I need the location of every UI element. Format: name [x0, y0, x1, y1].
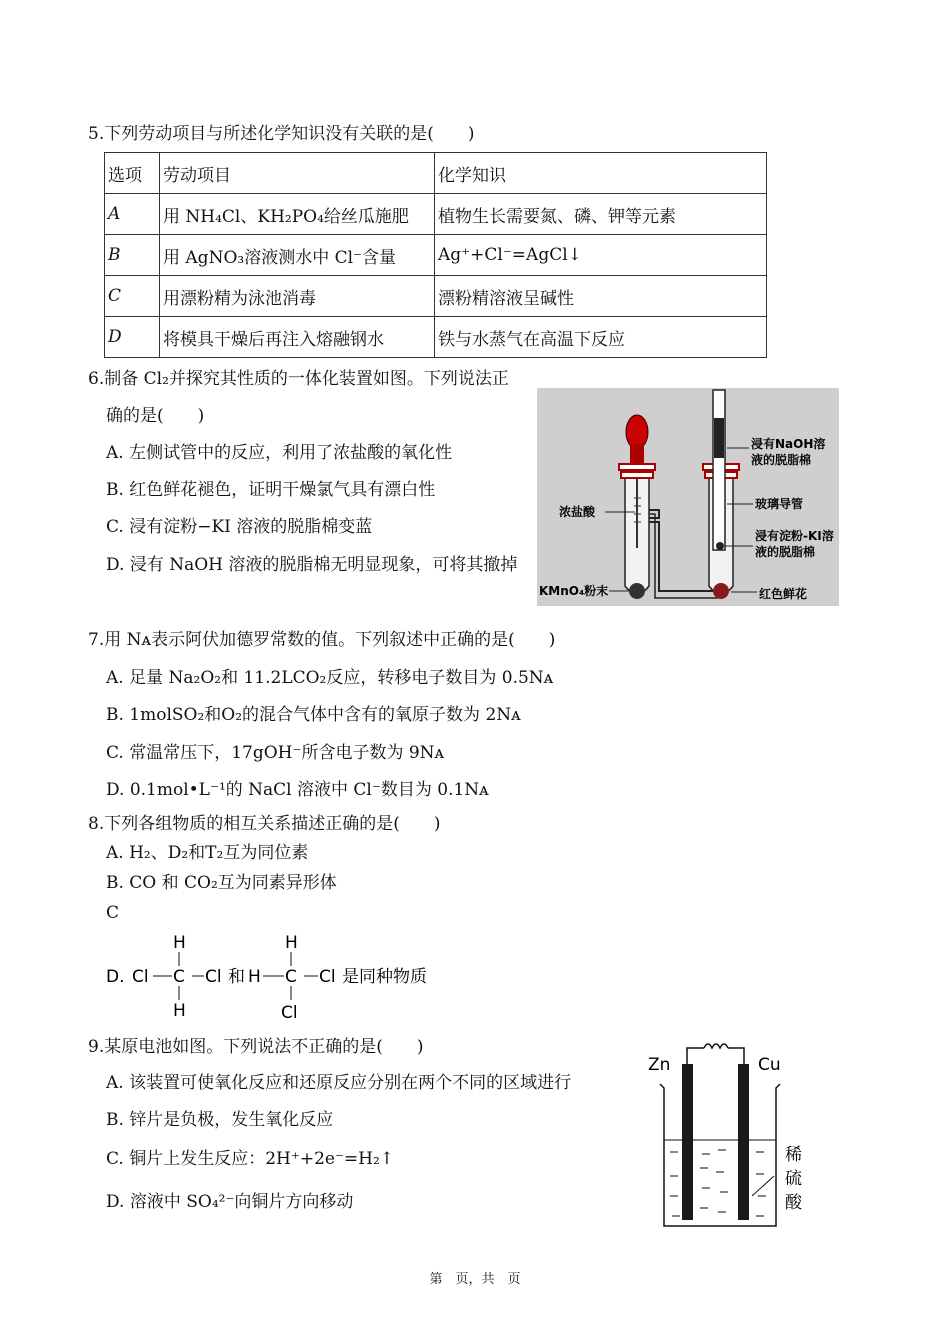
q9-option-a: A. 该装置可使氧化反应和还原反应分别在两个不同的区域进行 [106, 1073, 572, 1093]
table-header: 化学知识 [435, 153, 767, 194]
q7-option-d: D. 0.1mol•L⁻¹的 NaCl 溶液中 Cl⁻数目为 0.1Nᴀ [106, 780, 489, 800]
q8-option-d-label: D. [106, 967, 125, 987]
atom: Cl [281, 1003, 298, 1023]
q6-option-b: B. 红色鲜花褪色，证明干燥氯气具有漂白性 [106, 480, 436, 500]
cell-figure [640, 1036, 820, 1236]
label-acid-1: 稀 [785, 1145, 802, 1165]
table-cell: 铁与水蒸气在高温下反应 [435, 317, 767, 358]
table-row [105, 235, 767, 276]
table-cell: 用 AgNO₃溶液测水中 Cl⁻含量 [160, 235, 435, 276]
table-cell: C [105, 276, 160, 317]
table-cell: A [105, 194, 160, 235]
q7-stem: 7.用 Nᴀ表示阿伏加德罗常数的值。下列叙述中正确的是( ) [88, 630, 556, 650]
q8-stem: 8.下列各组物质的相互关系描述正确的是( ) [88, 814, 441, 834]
table-header: 劳动项目 [160, 153, 435, 194]
q5-table [104, 152, 767, 358]
label-naoh-1: 浸有NaOH溶 [751, 437, 826, 451]
table-row [105, 317, 767, 358]
q8-option-a: A. H₂、D₂和T₂互为同位素 [106, 843, 309, 863]
q6-stem-cont: 确的是( ) [106, 406, 205, 426]
table-cell: 植物生长需要氮、磷、钾等元素 [435, 194, 767, 235]
table-header: 选项 [105, 153, 160, 194]
page-footer: 第 页，共 页 [429, 1272, 521, 1287]
atom: H [285, 933, 298, 953]
table-cell: 用 NH₄Cl、KH₂PO₄给丝瓜施肥 [160, 194, 435, 235]
q7-option-b: B. 1molSO₂和O₂的混合气体中含有的氧原子数为 2Nᴀ [106, 705, 521, 725]
table-header-row [105, 153, 767, 194]
q6-option-a: A. 左侧试管中的反应，利用了浓盐酸的氧化性 [106, 443, 453, 463]
q7-option-a: A. 足量 Na₂O₂和 11.2LCO₂反应，转移电子数目为 0.5Nᴀ [106, 668, 554, 688]
table-cell: 漂粉精溶液呈碱性 [435, 276, 767, 317]
table-row [105, 276, 767, 317]
label-ki-1: 浸有淀粉-KI溶 [755, 529, 834, 543]
label-acid-3: 酸 [785, 1193, 802, 1213]
q6-option-d: D. 浸有 NaOH 溶液的脱脂棉无明显现象，可将其撤掉 [106, 555, 518, 575]
atom: C [173, 967, 185, 987]
q8-option-d-structures [100, 930, 460, 1024]
table-cell: 将模具干燥后再注入熔融钢水 [160, 317, 435, 358]
label-ki-2: 液的脱脂棉 [755, 545, 816, 559]
q8-option-b: B. CO 和 CO₂互为同素异形体 [106, 873, 337, 893]
label-tube: 玻璃导管 [755, 497, 804, 511]
q8-and: 和 [228, 967, 245, 987]
label-flower: 红色鲜花 [759, 587, 808, 601]
label-zn: Zn [648, 1055, 671, 1075]
table-cell: B [105, 235, 160, 276]
q9-stem: 9.某原电池如图。下列说法不正确的是( ) [88, 1037, 424, 1057]
label-acid-2: 硫 [785, 1169, 802, 1189]
table-cell: D [105, 317, 160, 358]
atom: Cl [132, 967, 149, 987]
atom: H [173, 1001, 186, 1021]
label-hcl: 浓盐酸 [559, 505, 596, 519]
label-naoh-2: 液的脱脂棉 [751, 453, 812, 467]
atom: H [173, 933, 186, 953]
q9-option-d: D. 溶液中 SO₄²⁻向铜片方向移动 [106, 1192, 354, 1212]
atom: Cl [205, 967, 222, 987]
table-cell: 用漂粉精为泳池消毒 [160, 276, 435, 317]
q5-stem: 5.下列劳动项目与所述化学知识没有关联的是( ) [88, 124, 475, 144]
label-cu: Cu [758, 1055, 781, 1075]
apparatus-figure [537, 388, 839, 606]
q9-option-b: B. 锌片是负极，发生氧化反应 [106, 1110, 334, 1130]
q6-option-c: C. 浸有淀粉−KI 溶液的脱脂棉变蓝 [106, 517, 373, 537]
q6-stem: 6.制备 Cl₂并探究其性质的一体化装置如图。下列说法正 [88, 369, 509, 389]
q8-option-c: C [106, 903, 120, 923]
q9-option-c: C. 铜片上发生反应：2H⁺+2e⁻=H₂↑ [106, 1149, 395, 1169]
q7-option-c: C. 常温常压下，17gOH⁻所含电子数为 9Nᴀ [106, 743, 445, 763]
table-row [105, 194, 767, 235]
atom: C [285, 967, 297, 987]
atom: Cl [319, 967, 336, 987]
atom: H [248, 967, 261, 987]
q8-same: 是同种物质 [342, 967, 427, 987]
label-kmno4: KMnO₄粉末 [539, 584, 609, 598]
table-cell: Ag⁺+Cl⁻=AgCl↓ [435, 235, 767, 276]
